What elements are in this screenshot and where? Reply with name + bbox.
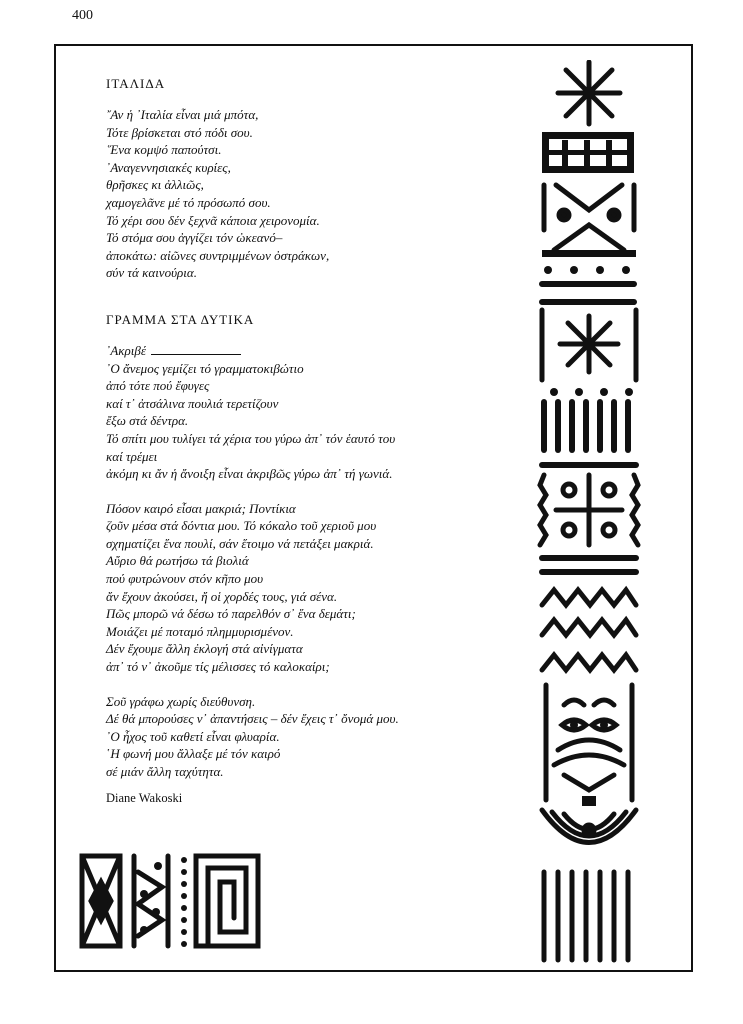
poem-line: καί τ᾿ ἀτσάλινα πουλιά τερετίζουν [106,395,279,411]
poem-line: ἀποκάτω: αἰῶνες συντριμμένων ὀστράκων, [106,247,330,263]
poem-line: ἔξω στά δέντρα. [106,413,189,429]
poem-line: Πῶς μπορῶ νά δέσω τό παρελθόν σ᾿ ἕνα δεμάτι; [106,606,356,622]
salutation-blank [151,354,241,355]
poem-line: Τότε βρίσκεται στό πόδι σου. [106,124,253,140]
poem-line: καί τρέμει [106,448,158,464]
poem-line: σχηματίζει ἕνα πουλί, σάν ἕτοιμο νά πετάξει μακριά. [106,535,374,551]
poem-line: Σοῦ γράφω χωρίς διεύθυνση. [106,693,256,709]
poem2-stanza-2 [106,500,546,676]
poem-line: ἀκόμη κι ἄν ἡ ἄνοιξη εἶναι ἀκριβῶς γύρω ἀπ᾿ τή γωνιά. [106,466,393,482]
poem-line: ᾿Ο ἦχος τοῦ καθετί εἶναι φλυαρία. [106,728,280,744]
text-column [106,76,546,806]
poem2-title: ΓΡΑΜΜΑ ΣΤΑ ΔΥΤΙΚΑ [106,311,255,327]
poem-line: ᾿Ο ἄνεμος γεμίζει τό γραμματοκιβώτιο [106,360,304,376]
poem-line: ἄν ἔχουν ἀκούσει, ἤ οἱ χορδές τους, γιά σένα. [106,588,338,604]
poem-line: ᾿Αναγεννησιακές κυρίες, [106,159,231,175]
author-name: Diane Wakoski [106,790,183,805]
poem-line: ῞Ενα κομψό παπούτσι. [106,142,222,158]
poem-line: χαμογελᾶνε μέ τό πρόσωπό σου. [106,194,271,210]
poem2-stanza-1 [106,360,546,483]
poem-line: σύν τά καινούρια. [106,265,197,281]
poem-line: πού φυτρώνουν στόν κῆπο μου [106,571,264,587]
poem1-title: ΙΤΑΛΙΔΑ [106,76,166,91]
page-frame [54,44,693,972]
poem-line: ῾Η φωνή μου ἄλλαξε μέ τόν καιρό [106,746,281,762]
poem-line: θρῆσκες κι ἀλλιῶς, [106,177,204,193]
poem-line: ἀπό τότε πού ἔφυγες [106,378,210,394]
page-number: 400 [72,8,93,23]
poem-line: Δέν ἔχουμε ἄλλη ἐκλογή στά αἰνίγματα [106,641,303,657]
poem-line: ἀπ᾿ τό ν᾿ ἀκοῦμε τίς μέλισσες τό καλοκαίρι; [106,659,330,675]
poem-line: Δέ θά μπορούσες ν᾿ ἀπαντήσεις – δέν ἔχεις τ᾿ ὄνομά μου. [106,711,399,727]
salutation: ᾿Ακριβέ [106,342,546,360]
tribal-pattern-column [534,60,644,965]
poem-line: Μοιάζει μέ ποταμό πλημμυρισμένον. [106,623,294,639]
poem-line: Τό χέρι σου δέν ξεχνᾶ κάποια χειρονομία. [106,212,320,228]
poem-line: ζοῦν μέσα στά δόντια μου. Τό κόκαλο τοῦ χεριοῦ μου [106,518,377,534]
poem-line: Τό στόμα σου ἀγγίζει τόν ὠκεανό– [106,230,283,246]
poem-line: ῎Αν ἡ ᾿Ιταλία εἶναι μιά μπότα, [106,107,259,122]
poem2-stanza-3 [106,693,546,781]
poem-line: σέ μιάν ἄλλη ταχύτητα. [106,764,224,779]
poem-line: Τό σπίτι μου τυλίγει τά χέρια του γύρω ἀπ᾿ τόν ἑαυτό του [106,430,396,446]
tribal-pattern-panels [78,852,268,952]
poem-line: Αὔριο θά ρωτήσω τά βιολιά [106,553,249,569]
poem1-body [106,106,546,282]
poem-line: Πόσον καιρό εἶσαι μακριά; Ποντίκια [106,500,296,516]
